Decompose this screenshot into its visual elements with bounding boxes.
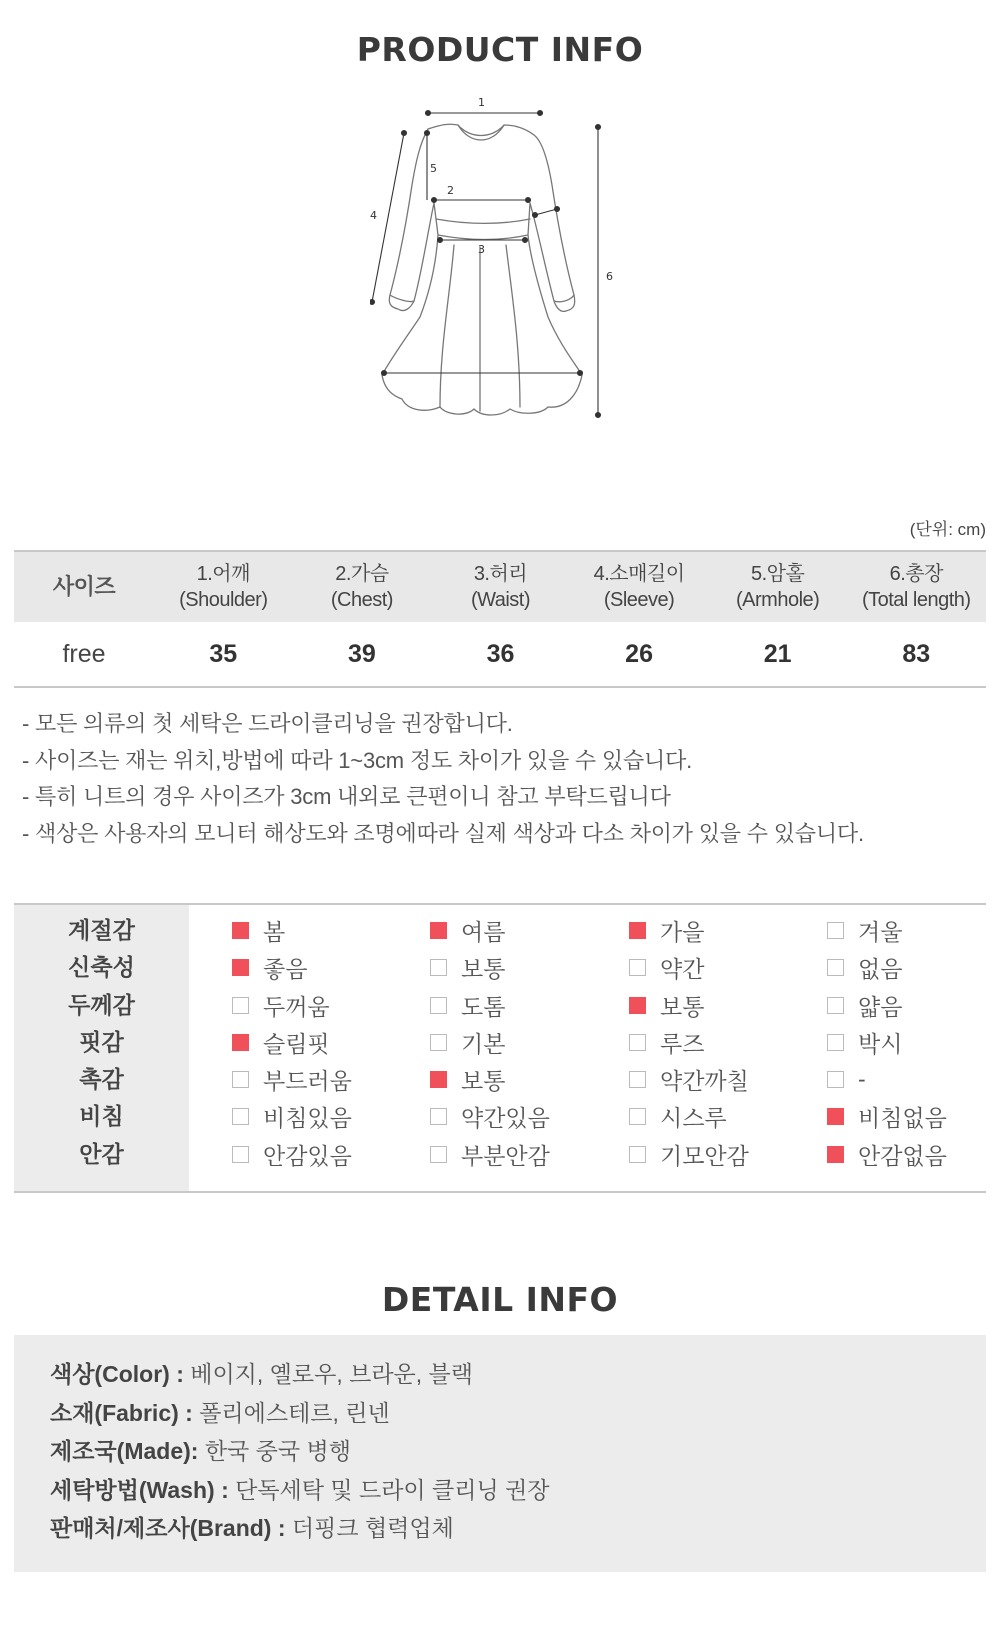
attribute-row-season [14,911,986,949]
diagram-label-5: 5 [430,162,437,175]
attribute-option [232,986,330,1024]
skirt-fold-3 [506,245,520,407]
attribute-label: 신축성 [68,954,135,980]
unchecked-box-icon [430,1146,447,1163]
attribute-option [430,911,505,949]
dress-measurement-diagram [370,95,640,440]
attribute-option [629,1097,727,1135]
attribute-option-label: 부드러움 [263,1067,352,1094]
attribute-option [232,1060,352,1098]
sleeve-cuff-left [390,295,414,302]
attribute-option-label: 부분안감 [461,1142,550,1169]
unchecked-box-icon [430,997,447,1014]
unit-note: (단위: cm) [909,520,986,539]
attribute-label: 비침 [79,1103,124,1129]
diagram-label-3: 3 [478,243,485,256]
checked-box-icon [629,997,646,1014]
attribute-option [629,911,704,949]
attribute-option-label: 겨울 [858,918,903,945]
unchecked-box-icon [827,922,844,939]
size-value-sleeve: 26 [625,639,653,668]
unchecked-box-icon [430,959,447,976]
attribute-option-label: 시스루 [660,1104,727,1131]
attribute-option [430,1023,505,1061]
checked-box-icon [430,1071,447,1088]
size-value-total-length: 83 [902,639,931,668]
note-item: - 모든 의류의 첫 세탁은 드라이클리닝을 권장합니다. [22,711,513,736]
attribute-option-label: 보통 [461,1067,506,1094]
attribute-label: 계절감 [68,917,135,943]
attribute-option-label: 두꺼움 [263,993,330,1020]
size-header-waist: 3.허리 (Waist) [470,563,531,611]
unchecked-box-icon [430,1108,447,1125]
detail-brand: 판매처/제조사(Brand) : 더핑크 협력업체 [50,1515,454,1541]
sleeve-cuff-right [554,295,574,302]
size-header-armhole: 5.암홀 (Armhole) [736,563,820,611]
checked-box-icon [827,1108,844,1125]
size-header-sleeve: 4.소매길이 (Sleeve) [593,563,685,611]
waist-band [436,219,530,224]
attribute-option [232,911,285,949]
attribute-label: 핏감 [79,1029,124,1055]
attribute-label: 촉감 [79,1066,124,1092]
attribute-option-label: 비침없음 [858,1104,947,1131]
attribute-option [430,1135,550,1173]
diagram-label-4: 4 [370,209,377,222]
attribute-option [629,1135,749,1173]
size-value-chest: 39 [347,639,376,668]
note-item: - 색상은 사용자의 모니터 해상도와 조명에따라 실제 색상과 다소 차이가 있을 수 있습니다. [22,820,864,846]
size-table-header [14,550,986,622]
checked-box-icon [827,1146,844,1163]
attribute-option [430,1097,550,1135]
attribute-option-label: 없음 [858,955,903,982]
unchecked-box-icon [232,997,249,1014]
attribute-row-sheer [14,1097,986,1135]
unchecked-box-icon [232,1108,249,1125]
detail-made: 제조국(Made): 한국 중국 병행 [50,1438,351,1464]
attribute-option-label: 가을 [660,918,705,945]
unchecked-box-icon [629,1108,646,1125]
attribute-option [232,948,307,986]
attribute-option [232,1023,330,1061]
attribute-option [430,948,505,986]
checked-box-icon [232,1034,249,1051]
size-value-waist: 36 [486,639,515,668]
attribute-row-lining [14,1135,986,1173]
dress-outline [382,124,582,415]
attribute-option [232,1135,352,1173]
unchecked-box-icon [827,959,844,976]
unchecked-box-icon [629,1034,646,1051]
attribute-option-label: 비침있음 [263,1104,352,1131]
size-value-label: free [62,639,106,668]
waist-seam [438,235,528,240]
care-notes [22,706,982,852]
attribute-option-label: 슬림핏 [263,1030,330,1057]
unchecked-box-icon [827,1071,844,1088]
detail-fabric: 소재(Fabric) : 폴리에스테르, 린넨 [50,1399,390,1426]
attribute-option-label: 도톰 [461,993,506,1020]
unchecked-box-icon [827,997,844,1014]
attribute-label: 안감 [79,1141,124,1167]
unchecked-box-icon [629,1071,646,1088]
size-header-chest: 2.가슴 (Chest) [330,563,393,611]
product-info-title: PRODUCT INFO [356,30,644,69]
attribute-option-label: - [858,1065,866,1092]
attribute-option-label: 약간까칠 [660,1067,749,1094]
attribute-option-label: 보통 [660,993,705,1020]
attribute-option-label: 루즈 [660,1030,705,1057]
size-value-shoulder: 35 [209,639,238,668]
diagram-label-1: 1 [478,96,485,109]
size-table-row [14,622,986,688]
attribute-option [827,911,902,949]
attribute-option-label: 안감없음 [858,1142,947,1169]
detail-info-title: DETAIL INFO [381,1280,619,1319]
attribute-row-fit [14,1023,986,1061]
neckline-inner [458,125,504,140]
attribute-row-touch [14,1060,986,1098]
unchecked-box-icon [629,1146,646,1163]
attribute-option-label: 좋음 [263,955,308,982]
attribute-option [629,986,704,1024]
attribute-option [629,948,704,986]
unchecked-box-icon [232,1146,249,1163]
attribute-option-label: 약간 [660,955,705,982]
checked-box-icon [232,922,249,939]
note-item: - 특히 니트의 경우 사이즈가 3cm 내외로 큰편이니 참고 부탁드립니다 [22,784,671,809]
size-header-total-length: 6.총장 (Total length) [861,563,971,611]
unchecked-box-icon [629,959,646,976]
attribute-row-thickness [14,986,986,1024]
attribute-option-label: 여름 [461,918,506,945]
detail-color: 색상(Color) : 베이지, 옐로우, 브라운, 블랙 [50,1361,473,1387]
note-item: - 사이즈는 재는 위치,방법에 따라 1~3cm 정도 차이가 있을 수 있습니다. [22,747,693,773]
attribute-option [629,1060,749,1098]
attribute-option [232,1097,352,1135]
attribute-table [14,903,986,1193]
unchecked-box-icon [430,1034,447,1051]
attribute-option [827,1097,947,1135]
checked-box-icon [629,922,646,939]
attribute-option [827,1060,866,1098]
attribute-option [827,1135,947,1173]
diagram-label-2: 2 [447,184,454,197]
attribute-option [827,948,902,986]
attribute-option [430,986,505,1024]
size-header-shoulder: 1.어깨 (Shoulder) [179,563,268,611]
attribute-option-label: 약간있음 [461,1104,550,1131]
attribute-option-label: 얇음 [858,993,903,1020]
attribute-option [430,1060,505,1098]
skirt-fold-1 [440,245,454,407]
checked-box-icon [430,922,447,939]
attribute-label: 두께감 [68,992,135,1018]
attribute-option [827,1023,902,1061]
attribute-option-label: 안감있음 [263,1142,352,1169]
attribute-option-label: 기모안감 [660,1142,749,1169]
detail-info-box [14,1335,986,1572]
diagram-label-6: 6 [606,270,613,283]
attribute-option-label: 기본 [461,1030,506,1057]
unchecked-box-icon [232,1071,249,1088]
attribute-option-label: 봄 [263,918,286,945]
attribute-row-stretch [14,948,986,986]
checked-box-icon [232,959,249,976]
detail-wash: 세탁방법(Wash) : 단독세탁 및 드라이 클리닝 권장 [50,1476,550,1503]
size-header-label: 사이즈 [52,574,116,599]
attribute-option [827,986,902,1024]
attribute-option [629,1023,704,1061]
size-table [14,550,986,688]
size-value-armhole: 21 [763,639,792,668]
unchecked-box-icon [827,1034,844,1051]
attribute-option-label: 박시 [858,1030,903,1057]
attribute-option-label: 보통 [461,955,506,982]
